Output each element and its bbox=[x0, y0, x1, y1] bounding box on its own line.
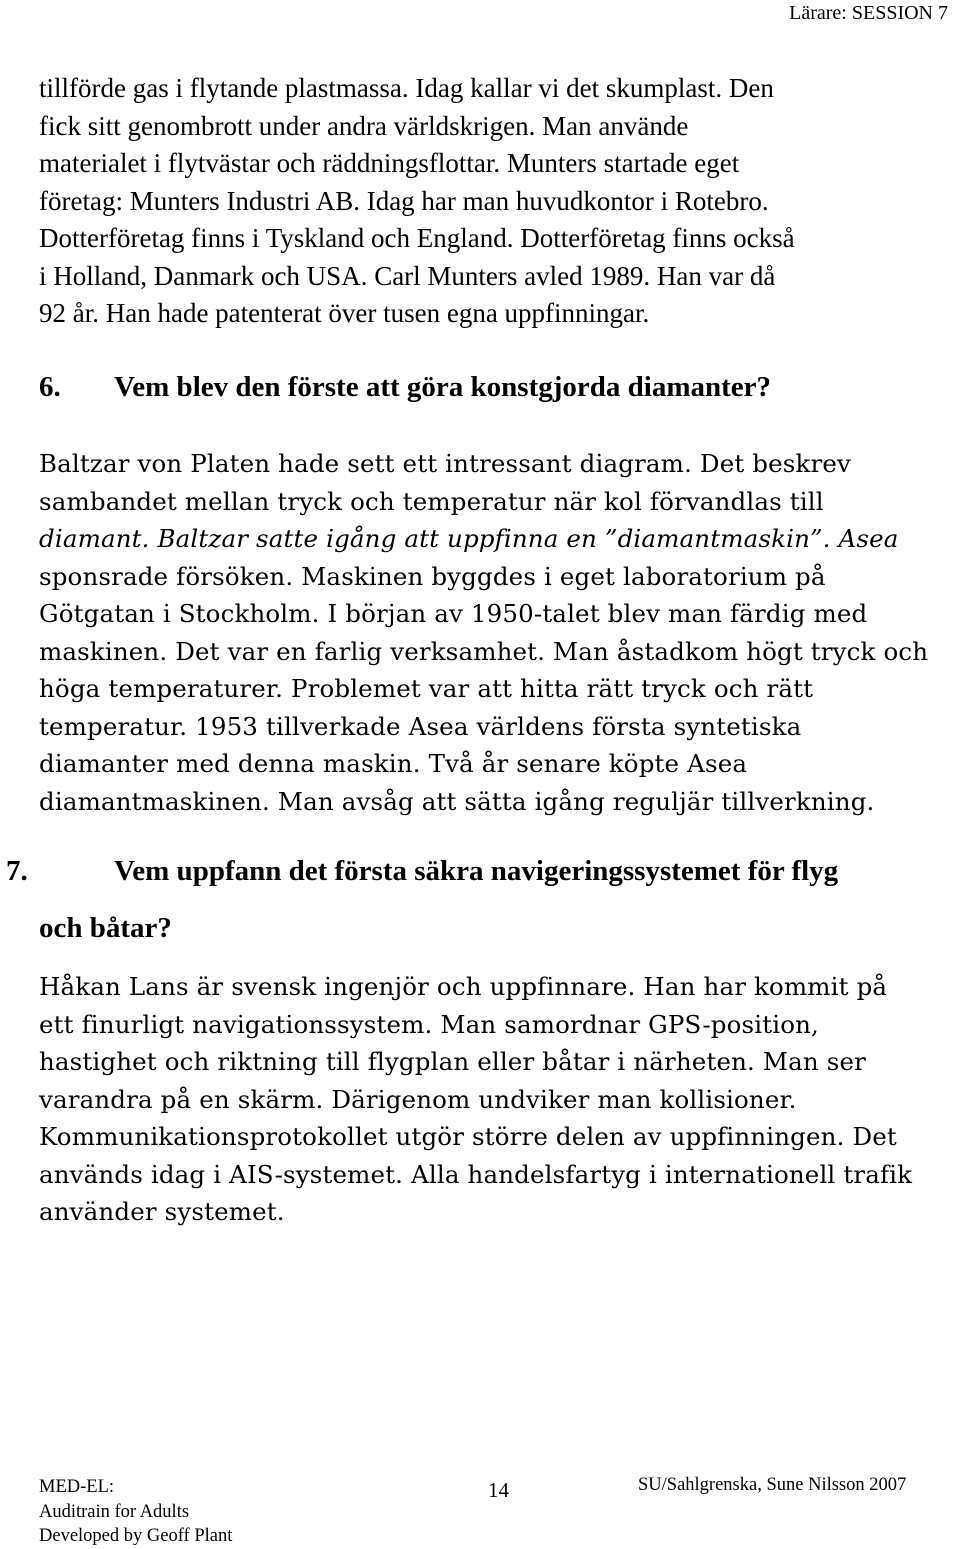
footer-line: Auditrain for Adults bbox=[39, 1501, 190, 1522]
text-line: tillförde gas i flytande plastmassa. Idag kallar vi det skumplast. Den bbox=[39, 73, 774, 103]
text-line: ett finurligt navigationssystem. Man samordnar GPS-position, bbox=[39, 1009, 819, 1039]
text-line: sponsrade försöken. Maskinen byggdes i eget laboratorium på bbox=[39, 561, 826, 591]
text-line: temperatur. 1953 tillverkade Asea världens första syntetiska bbox=[39, 711, 802, 741]
page-number: 14 bbox=[488, 1478, 509, 1502]
text-line: företag: Munters Industri AB. Idag har man huvudkontor i Rotebro. bbox=[39, 185, 769, 216]
text-line: diamant. Baltzar satte igång att uppfinna en ”diamantmaskin”. Asea bbox=[39, 524, 899, 553]
question-title: Vem blev den förste att göra konstgjorda diamanter? bbox=[114, 371, 772, 403]
intro-paragraph bbox=[39, 70, 959, 333]
footer-copyright: SU/Sahlgrenska, Sune Nilsson 2007 bbox=[638, 1475, 907, 1495]
text-line: Dotterföretag finns i Tyskland och England. Dotterföretag finns också bbox=[39, 223, 795, 253]
text-line: höga temperaturer. Problemet var att hitta rätt tryck och rätt bbox=[39, 674, 814, 703]
header-session-tag: Lärare: SESSION 7 bbox=[789, 2, 948, 24]
text-line: hastighet och riktning till flygplan eller båtar i närheten. Man ser bbox=[39, 1047, 866, 1076]
text-line: Götgatan i Stockholm. I början av 1950-talet blev man färdig med bbox=[39, 599, 868, 628]
footer-line: MED-EL: bbox=[39, 1477, 115, 1497]
text-line: 92 år. Han hade patenterat över tusen egna uppfinningar. bbox=[39, 298, 650, 328]
text-line: diamanter med denna maskin. Två år senare köpte Asea bbox=[39, 749, 748, 778]
question-number: 7. bbox=[6, 855, 28, 887]
question-title-line-2: och båtar? bbox=[39, 912, 172, 944]
text-line: använder systemet. bbox=[39, 1197, 285, 1226]
text-line: varandra på en skärm. Därigenom undviker man kollisioner. bbox=[39, 1084, 797, 1114]
text-line: Kommunikationsprotokollet utgör större delen av uppfinningen. Det bbox=[39, 1122, 897, 1151]
footer-credits bbox=[39, 1475, 232, 1549]
text-line: diamantmaskinen. Man avsåg att sätta igång reguljär tillverkning. bbox=[39, 786, 875, 816]
text-line: Baltzar von Platen hade sett ett intressant diagram. Det beskrev bbox=[39, 449, 851, 478]
question-7-answer bbox=[39, 968, 959, 1231]
question-title-line-1: Vem uppfann det första säkra navigeringssystemet för flyg bbox=[114, 855, 839, 887]
text-line: maskinen. Det var en farlig verksamhet. Man åstadkom högt tryck och bbox=[39, 636, 929, 666]
text-line: används idag i AIS-systemet. Alla handelsfartyg i internationell trafik bbox=[39, 1159, 913, 1189]
question-6-answer bbox=[39, 445, 959, 820]
text-line: fick sitt genombrott under andra världskrigen. Man använde bbox=[39, 110, 689, 141]
question-number: 6. bbox=[39, 371, 61, 403]
text-line: materialet i flytvästar och räddningsflottar. Munters startade eget bbox=[39, 148, 740, 178]
question-7-heading-cont bbox=[39, 912, 172, 945]
text-line: Håkan Lans är svensk ingenjör och uppfinnare. Han har kommit på bbox=[39, 972, 888, 1001]
text-line: sambandet mellan tryck och temperatur när kol förvandlas till bbox=[39, 486, 824, 516]
text-line: i Holland, Danmark och USA. Carl Munters avled 1989. Han var då bbox=[39, 260, 776, 291]
footer-line: Developed by Geoff Plant bbox=[39, 1526, 233, 1546]
